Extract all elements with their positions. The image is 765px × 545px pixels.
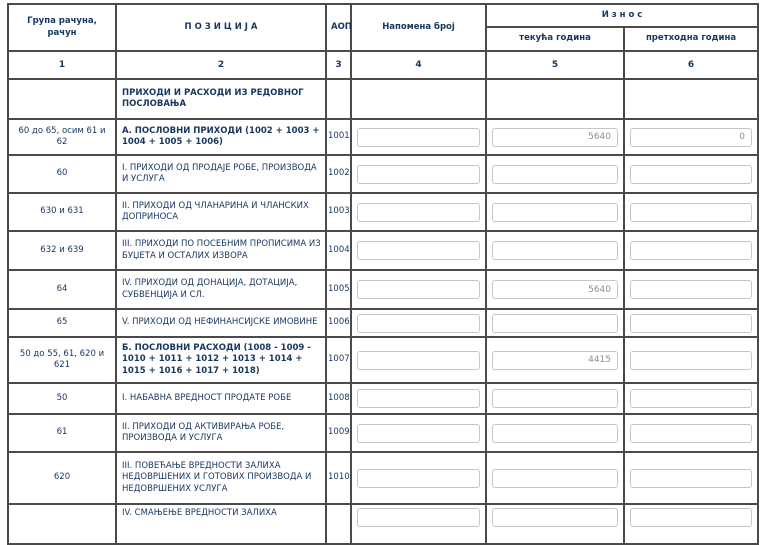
current-year-cell (486, 452, 624, 504)
current-year-cell (486, 155, 624, 193)
previous-year-input[interactable] (630, 389, 752, 408)
column-numbers-row (8, 51, 758, 79)
group-cell: 620 (8, 452, 116, 504)
position-cell: III. ПРИХОДИ ПО ПОСЕБНИМ ПРОПИСИМА ИЗ БУЏЕТА И ОСТАЛИХ ИЗВОРА (116, 231, 326, 270)
note-cell (351, 337, 486, 383)
aop-cell: 1008 (326, 383, 351, 414)
current-year-input[interactable] (492, 469, 618, 488)
aop-cell: 1002 (326, 155, 351, 193)
section-title: ПРИХОДИ И РАСХОДИ ИЗ РЕДОВНОГ ПОСЛОВАЊА (116, 79, 326, 119)
previous-year-cell (624, 119, 758, 155)
current-year-input[interactable] (492, 508, 618, 527)
aop-cell: 1010 (326, 452, 351, 504)
position-header: П О З И Ц И Ј А (116, 4, 326, 51)
position-cell: III. ПОВЕЋАЊЕ ВРЕДНОСТИ ЗАЛИХА НЕДОВРШЕНИХ И ГОТОВИХ ПРОИЗВОДА И НЕДОВРШЕНИХ УСЛУГА (116, 452, 326, 504)
previous-year-cell (624, 414, 758, 452)
previous-year-cell (624, 309, 758, 337)
position-cell: II. ПРИХОДИ ОД АКТИВИРАЊА РОБЕ, ПРОИЗВОДА И УСЛУГА (116, 414, 326, 452)
header-row (8, 4, 758, 27)
note-input[interactable] (357, 165, 480, 184)
previous-year-cell (624, 231, 758, 270)
current-year-input[interactable] (492, 203, 618, 222)
income-statement-table (7, 3, 759, 545)
group-cell (8, 79, 116, 119)
aop-cell: 1003 (326, 193, 351, 231)
previous-year-input[interactable] (630, 203, 752, 222)
column-number-cell: 3 (326, 51, 351, 79)
section-row (8, 79, 758, 119)
position-cell: I. ПРИХОДИ ОД ПРОДАЈЕ РОБЕ, ПРОИЗВОДА И УСЛУГА (116, 155, 326, 193)
table-row (8, 270, 758, 309)
aop-cell: 1005 (326, 270, 351, 309)
previous-year-cell (624, 383, 758, 414)
current-year-cell (486, 309, 624, 337)
current-year-cell (486, 270, 624, 309)
note-input[interactable] (357, 424, 480, 443)
financial-statement-form (0, 3, 765, 518)
previous-year-input[interactable] (630, 351, 752, 370)
current-year-cell (486, 193, 624, 231)
table-row (8, 309, 758, 337)
previous-year-input[interactable] (630, 508, 752, 527)
position-cell: IV. СМАЊЕЊЕ ВРЕДНОСТИ ЗАЛИХА (116, 504, 326, 544)
note-header: Напомена број (351, 4, 486, 51)
note-cell (351, 270, 486, 309)
current-year-input[interactable] (492, 424, 618, 443)
current-year-input[interactable] (492, 389, 618, 408)
current-year-cell (486, 231, 624, 270)
group-cell: 50 (8, 383, 116, 414)
column-number-cell: 1 (8, 51, 116, 79)
group-cell: 50 до 55, 61, 620 и 621 (8, 337, 116, 383)
position-cell: V. ПРИХОДИ ОД НЕФИНАНСИЈСКЕ ИМОВИНЕ (116, 309, 326, 337)
previous-year-input[interactable] (630, 424, 752, 443)
group-cell (8, 504, 116, 544)
previous-year-input[interactable] (630, 165, 752, 184)
group-cell: 60 до 65, осим 61 и 62 (8, 119, 116, 155)
previous-year-cell (624, 270, 758, 309)
position-cell: IV. ПРИХОДИ ОД ДОНАЦИЈА, ДОТАЦИЈА, СУБВЕНЦИЈА И СЛ. (116, 270, 326, 309)
note-cell (351, 504, 486, 544)
previous-year-cell (624, 452, 758, 504)
table-row (8, 383, 758, 414)
aop-cell (326, 504, 351, 544)
aop-cell: 1006 (326, 309, 351, 337)
current-year-input[interactable] (492, 128, 618, 147)
table-row (8, 414, 758, 452)
column-number-cell: 5 (486, 51, 624, 79)
note-cell (351, 193, 486, 231)
aop-cell: 1004 (326, 231, 351, 270)
note-cell (351, 383, 486, 414)
column-number-cell: 2 (116, 51, 326, 79)
note-cell (351, 414, 486, 452)
group-cell: 632 и 639 (8, 231, 116, 270)
current-year-cell (486, 337, 624, 383)
previous-year-input[interactable] (630, 314, 752, 333)
previous-year-cell (624, 504, 758, 544)
position-cell: I. НАБАВНА ВРЕДНОСТ ПРОДАТЕ РОБЕ (116, 383, 326, 414)
current-year-input[interactable] (492, 280, 618, 299)
table-row (8, 337, 758, 383)
aop-cell: 1009 (326, 414, 351, 452)
group-cell: 61 (8, 414, 116, 452)
note-input[interactable] (357, 508, 480, 527)
table-row (8, 193, 758, 231)
current-year-input[interactable] (492, 241, 618, 260)
group-header: Група рачуна, рачун (8, 4, 116, 51)
position-cell: II. ПРИХОДИ ОД ЧЛАНАРИНА И ЧЛАНСКИХ ДОПРИНОСА (116, 193, 326, 231)
table-row (8, 155, 758, 193)
table-row (8, 452, 758, 504)
group-cell: 630 и 631 (8, 193, 116, 231)
aop-header: АОП (326, 4, 351, 51)
table-row (8, 119, 758, 155)
column-number-cell: 4 (351, 51, 486, 79)
table-row (8, 504, 758, 544)
note-cell (351, 155, 486, 193)
previous-year-header: претходна година (624, 27, 758, 51)
note-input[interactable] (357, 280, 480, 299)
note-cell (351, 231, 486, 270)
current-year-cell (486, 504, 624, 544)
group-cell: 60 (8, 155, 116, 193)
current-year-cell (486, 119, 624, 155)
note-input[interactable] (357, 241, 480, 260)
previous-year-input[interactable] (630, 128, 752, 147)
column-number-cell: 6 (624, 51, 758, 79)
aop-cell: 1007 (326, 337, 351, 383)
current-year-input[interactable] (492, 314, 618, 333)
group-cell: 65 (8, 309, 116, 337)
note-input[interactable] (357, 469, 480, 488)
previous-year-input[interactable] (630, 469, 752, 488)
note-input[interactable] (357, 389, 480, 408)
note-input[interactable] (357, 351, 480, 370)
previous-year-cell (624, 337, 758, 383)
note-input[interactable] (357, 314, 480, 333)
aop-cell (326, 79, 351, 119)
note-cell (351, 79, 486, 119)
current-year-cell (486, 383, 624, 414)
position-cell: А. ПОСЛОВНИ ПРИХОДИ (1002 + 1003 + 1004 + 1005 + 1006) (116, 119, 326, 155)
note-cell (351, 119, 486, 155)
previous-year-input[interactable] (630, 241, 752, 260)
previous-year-cell (624, 79, 758, 119)
table-row (8, 231, 758, 270)
note-cell (351, 452, 486, 504)
previous-year-input[interactable] (630, 280, 752, 299)
amount-header: И з н о с (486, 4, 758, 27)
position-cell: Б. ПОСЛОВНИ РАСХОДИ (1008 - 1009 - 1010 + 1011 + 1012 + 1013 + 1014 + 1015 + 1016 + 1017 + 1018) (116, 337, 326, 383)
note-cell (351, 309, 486, 337)
current-year-header: текућа година (486, 27, 624, 51)
group-cell: 64 (8, 270, 116, 309)
note-input[interactable] (357, 203, 480, 222)
current-year-cell (486, 79, 624, 119)
current-year-input[interactable] (492, 351, 618, 370)
previous-year-cell (624, 193, 758, 231)
previous-year-cell (624, 155, 758, 193)
aop-cell: 1001 (326, 119, 351, 155)
current-year-input[interactable] (492, 165, 618, 184)
note-input[interactable] (357, 128, 480, 147)
current-year-cell (486, 414, 624, 452)
